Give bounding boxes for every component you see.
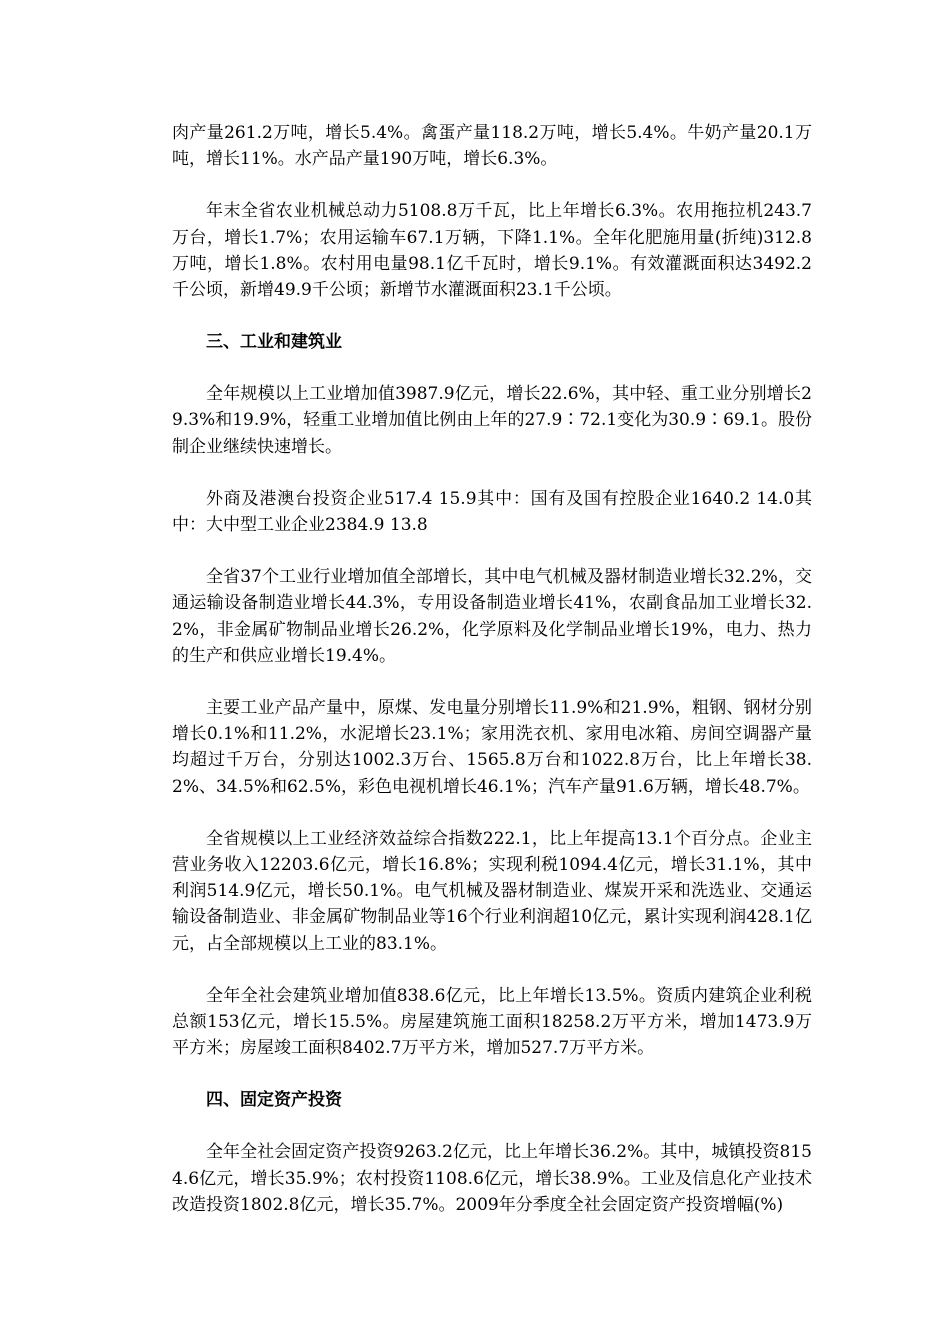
paragraph-gap [172, 1113, 812, 1139]
paragraph-gap [172, 303, 812, 329]
paragraph-gap [172, 355, 812, 381]
paragraph-fixed-asset-investment: 全年全社会固定资产投资9263.2亿元，比上年增长36.2%。其中，城镇投资8154.6亿元，增长35.9%；农村投资1108.6亿元，增长38.9%。工业及信息化产业技术改造投资1802.8亿元，增长35.7%。2009年分季度全社会固定资产投资增幅(%) [172, 1142, 812, 1215]
paragraph-gap [172, 957, 812, 983]
paragraph-gap [172, 172, 812, 198]
paragraph-gap [172, 800, 812, 826]
section-heading-industry-construction: 三、工业和建筑业 [206, 332, 342, 353]
paragraph-livestock-output: 肉产量261.2万吨，增长5.4%。禽蛋产量118.2万吨，增长5.4%。牛奶产量20.1万吨，增长11%。水产品产量190万吨，增长6.3%。 [172, 123, 812, 170]
paragraph-agricultural-machinery: 年末全省农业机械总动力5108.8万千瓦，比上年增长6.3%。农用拖拉机243.7万台，增长1.7%；农用运输车67.1万辆，下降1.1%。全年化肥施用量(折纯)312.8万吨，增长1.8%。农村用电量98.1亿千瓦时，增长9.1%。有效灌溉面积达3492.2千公顷，新增49.9千公顷；新增节水灌溉面积23.1千公顷。 [172, 201, 812, 301]
paragraph-enterprise-types: 外商及港澳台投资企业517.4 15.9其中：国有及国有控股企业1640.2 14.0其中：大中型工业企业2384.9 13.8 [172, 488, 812, 536]
paragraph-construction: 全年全社会建筑业增加值838.6亿元，比上年增长13.5%。资质内建筑企业利税总额153亿元，增长15.5%。房屋建筑施工面积18258.2万平方米，增加1473.9万平方米；房屋竣工面积8402.7万平方米，增加527.7万平方米。 [172, 985, 812, 1059]
paragraph-gap [172, 1061, 812, 1087]
paragraph-gap [172, 460, 812, 486]
paragraph-gap [172, 669, 812, 695]
document-page [172, 120, 812, 1218]
paragraph-industrial-products: 主要工业产品产量中，原煤、发电量分别增长11.9%和21.9%，粗钢、钢材分别增长0.1%和11.2%，水泥增长23.1%；家用洗衣机、家用电冰箱、房间空调器产量均超过千万台，分别达1002.3万台、1565.8万台和1022.8万台，比上年增长38.2%、34.5%和62.5%，彩色电视机增长46.1%；汽车产量91.6万辆，增长48.7%。 [172, 698, 812, 797]
paragraph-industry-sectors: 全省37个工业行业增加值全部增长，其中电气机械及器材制造业增长32.2%，交通运输设备制造业增长44.3%，专用设备制造业增长41%，农副食品加工业增长32.2%，非金属矿物制品业增长26.2%，化学原料及化学制品业增长19%，电力、热力的生产和供应业增长19.4%。 [172, 567, 812, 666]
paragraph-industrial-value-added: 全年规模以上工业增加值3987.9亿元，增长22.6%，其中轻、重工业分别增长29.3%和19.9%，轻重工业增加值比例由上年的27.9∶72.1变化为30.9∶69.1。股份制企业继续快速增长。 [172, 384, 812, 457]
paragraph-gap [172, 538, 812, 564]
paragraph-economic-efficiency: 全省规模以上工业经济效益综合指数222.1，比上年提高13.1个百分点。企业主营业务收入12203.6亿元，增长16.8%；实现利税1094.4亿元，增长31.1%，其中利润514.9亿元，增长50.1%。电气机械及器材制造业、煤炭开采和洗选业、交通运输设备制造业、非金属矿物制品业等16个行业利润超10亿元，累计实现利润428.1亿元，占全部规模以上工业的83.1%。 [172, 828, 812, 954]
section-heading-fixed-asset-investment: 四、固定资产投资 [206, 1090, 342, 1111]
